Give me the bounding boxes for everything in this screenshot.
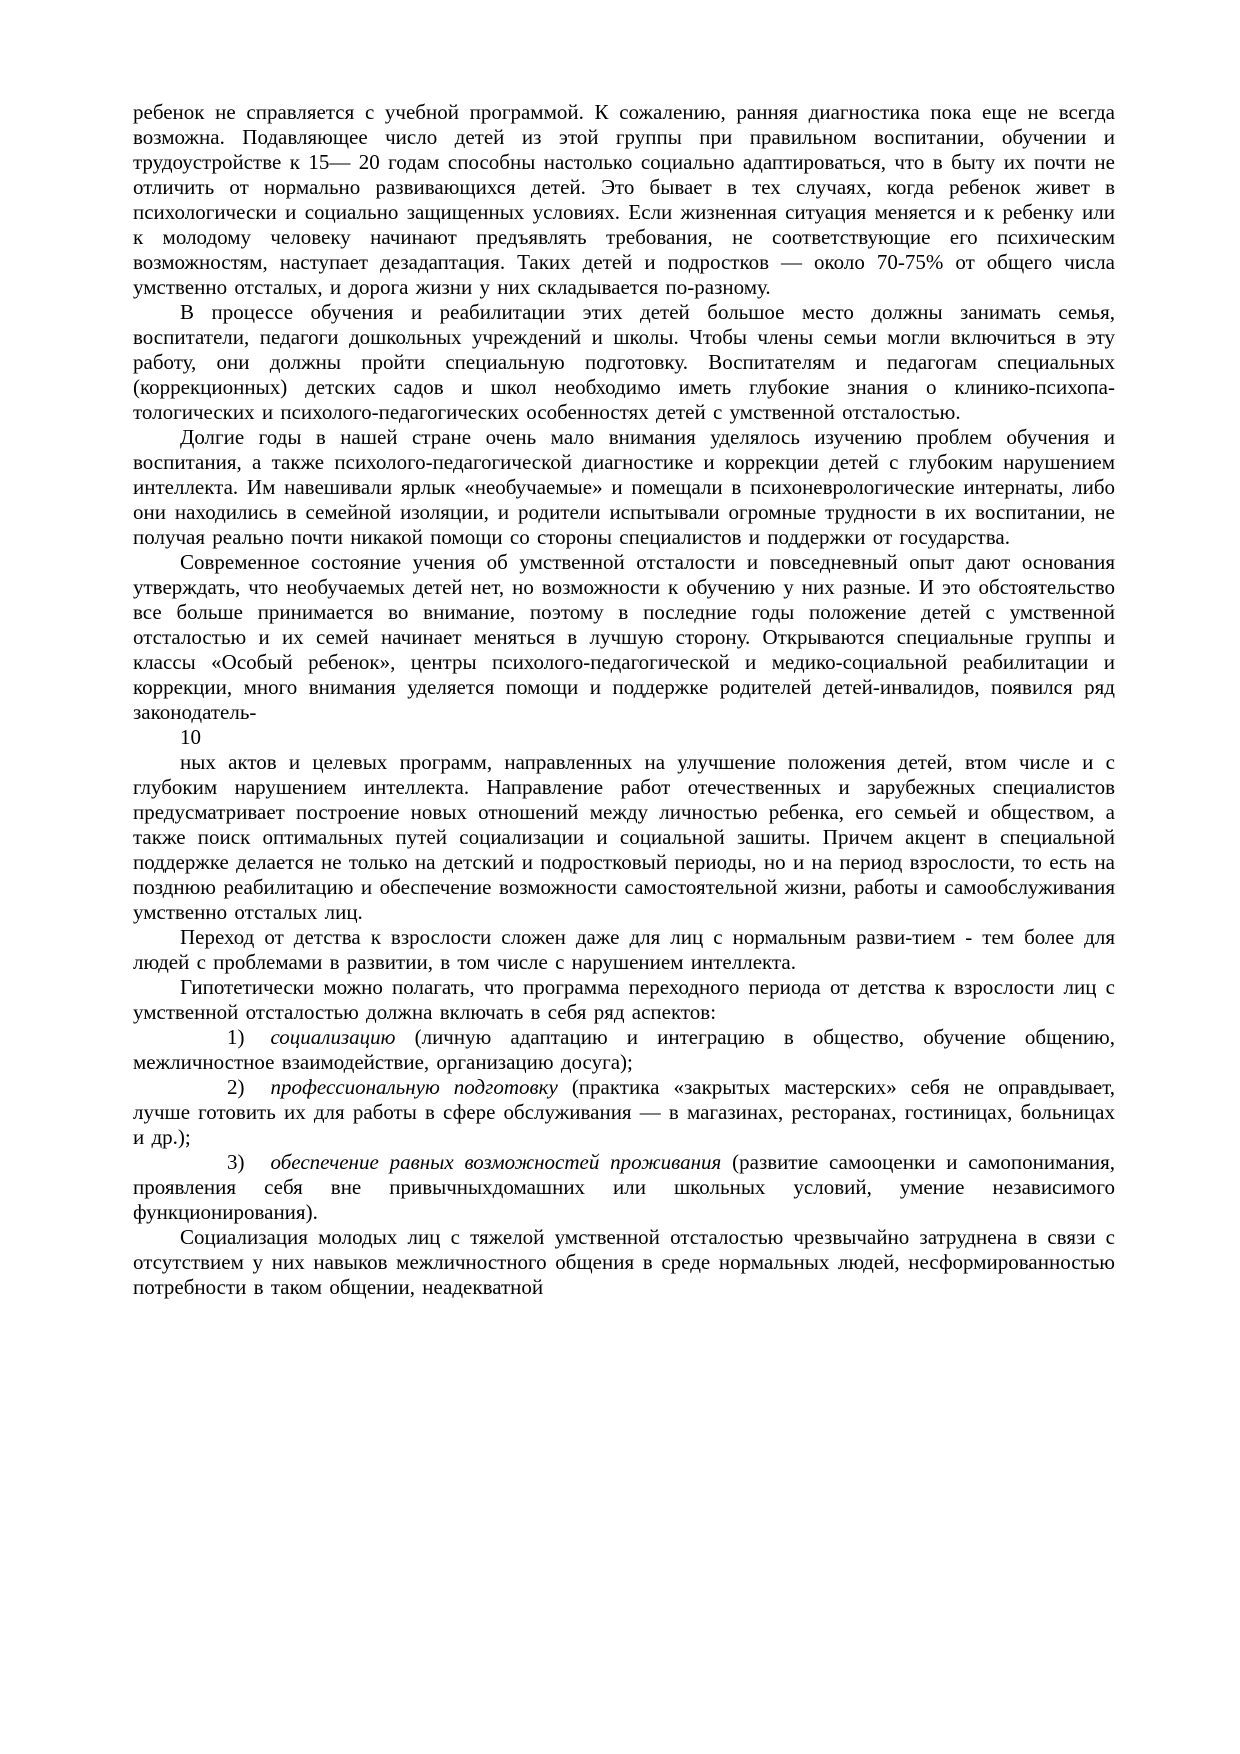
paragraph: Гипотетически можно полагать, что программа переходного периода от детства к взрослости лиц с умственной отсталостью должна включать в себя ряд аспектов: xyxy=(133,975,1115,1024)
paragraph: Долгие годы в нашей стране очень мало внимания уделялось изучению проблем обучения и воспитания, а также психолого-педагогической диагностике и коррекции детей с глубоким нарушением интеллекта. Им навешивали ярлык «необучаемые» и помещали в психоневрологические интернаты, либо они находились в семейной изоляции, и родители испытывали огромные трудности в их воспитании, не получая реально почти никакой помощи со стороны специалистов и поддержки от государства. xyxy=(133,425,1115,549)
list-item-term: обеспечение равных возможностей проживания xyxy=(270,1150,722,1174)
list-item-term: профессиональную подготовку xyxy=(270,1075,558,1099)
list-item-text: (личную адаптацию и интеграцию в общество, обучение общению, межличностное взаимодействие, организацию досуга); xyxy=(133,1025,1115,1074)
paragraph: Переход от детства к взрослости сложен даже для лиц с нормальным разви-тием - тем более для людей с проблемами в развитии, в том числе с нарушением интеллекта. xyxy=(133,925,1115,974)
paragraph: Социализация молодых лиц с тяжелой умственной отсталостью чрезвычайно затруднена в связи с отсутствием у них навыков межличностного общения в среде нормальных людей, несформированностью потребности в таком общении, неадекватной xyxy=(133,1225,1115,1299)
paragraph: В процессе обучения и реабилитации этих детей большое место должны занимать семья, воспитатели, педагоги дошкольных учреждений и школы. Чтобы члены семьи могли включиться в эту работу, они должны пройти специальную подготовку. Воспитателям и педагогам специальных (коррекционных) детских садов и школ необходимо иметь глубокие знания о клинико-психопа-тологических и психолого-педагогических особенностях детей с умственной отсталостью. xyxy=(133,300,1115,424)
list-item xyxy=(133,1150,1115,1225)
paragraph: ребенок не справляется с учебной программой. К сожалению, ранняя диагностика пока еще не всегда возможна. Подавляющее число детей из этой группы при правильном воспитании, обучении и трудоустройстве к 15— 20 годам способны настолько социально адаптироваться, что в быту их почти не отличить от нормально развивающихся детей. Это бывает в тех случаях, когда ребенок живет в психологически и социально защищенных условиях. Если жизненная ситуация меняется и к ребенку или к молодому человеку начинают предъявлять требования, не соответствующие его психическим возможностям, наступает дезадаптация. Таких детей и подростков — около 70-75% от общего числа умственно отсталых, и дорога жизни у них складывается по-разному. xyxy=(133,100,1115,299)
list-item-text: (практика «закрытых мастерских» себя не оправдывает, лучше готовить их для работы в сфере обслуживания — в магазинах, ресторанах, гостиницах, больницах и др.); xyxy=(133,1075,1115,1149)
page-content xyxy=(133,100,1115,1300)
page-number: 10 xyxy=(180,725,201,749)
list-item-number: 3) xyxy=(227,1150,245,1174)
list-item-text: (развитие самооценки и самопонимания, проявления себя вне привычныхдомашних или школьных условий, умение независимого функционирования). xyxy=(133,1150,1115,1224)
list-item xyxy=(133,1025,1115,1075)
list-item-number: 1) xyxy=(227,1025,245,1049)
paragraph: Современное состояние учения об умственной отсталости и повседневный опыт дают основания утверждать, что необучаемых детей нет, но возможности к обучению у них разные. И это обстоятельство все больше принимается во внимание, поэтому в последние годы положение детей с умственной отсталостью и их семей начинает меняться в лучшую сторону. Открываются специальные группы и классы «Особый ребенок», центры психолого-педагогической и медико-социальной реабилитации и коррекции, много внимания уделяется помощи и поддержке родителей детей-инвалидов, появился ряд законодатель- xyxy=(133,550,1115,724)
list-item-term: социализацию xyxy=(270,1025,396,1049)
paragraph: ных актов и целевых программ, направленных на улучшение положения детей, втом числе и с глубоким нарушением интеллекта. Направление работ отечественных и зарубежных специалистов предусматривает построение новых отношений между личностью ребенка, его семьей и обществом, а также поиск оптимальных путей социализации и социальной зашиты. Причем акцент в специальной поддержке делается не только на детский и подростковый периоды, но и на период взрослости, то есть на позднюю реабилитацию и обеспечение возможности самостоятельной жизни, работы и самообслуживания умственно отсталых лиц. xyxy=(133,750,1115,924)
list-item-number: 2) xyxy=(227,1075,245,1099)
list-item xyxy=(133,1075,1115,1150)
